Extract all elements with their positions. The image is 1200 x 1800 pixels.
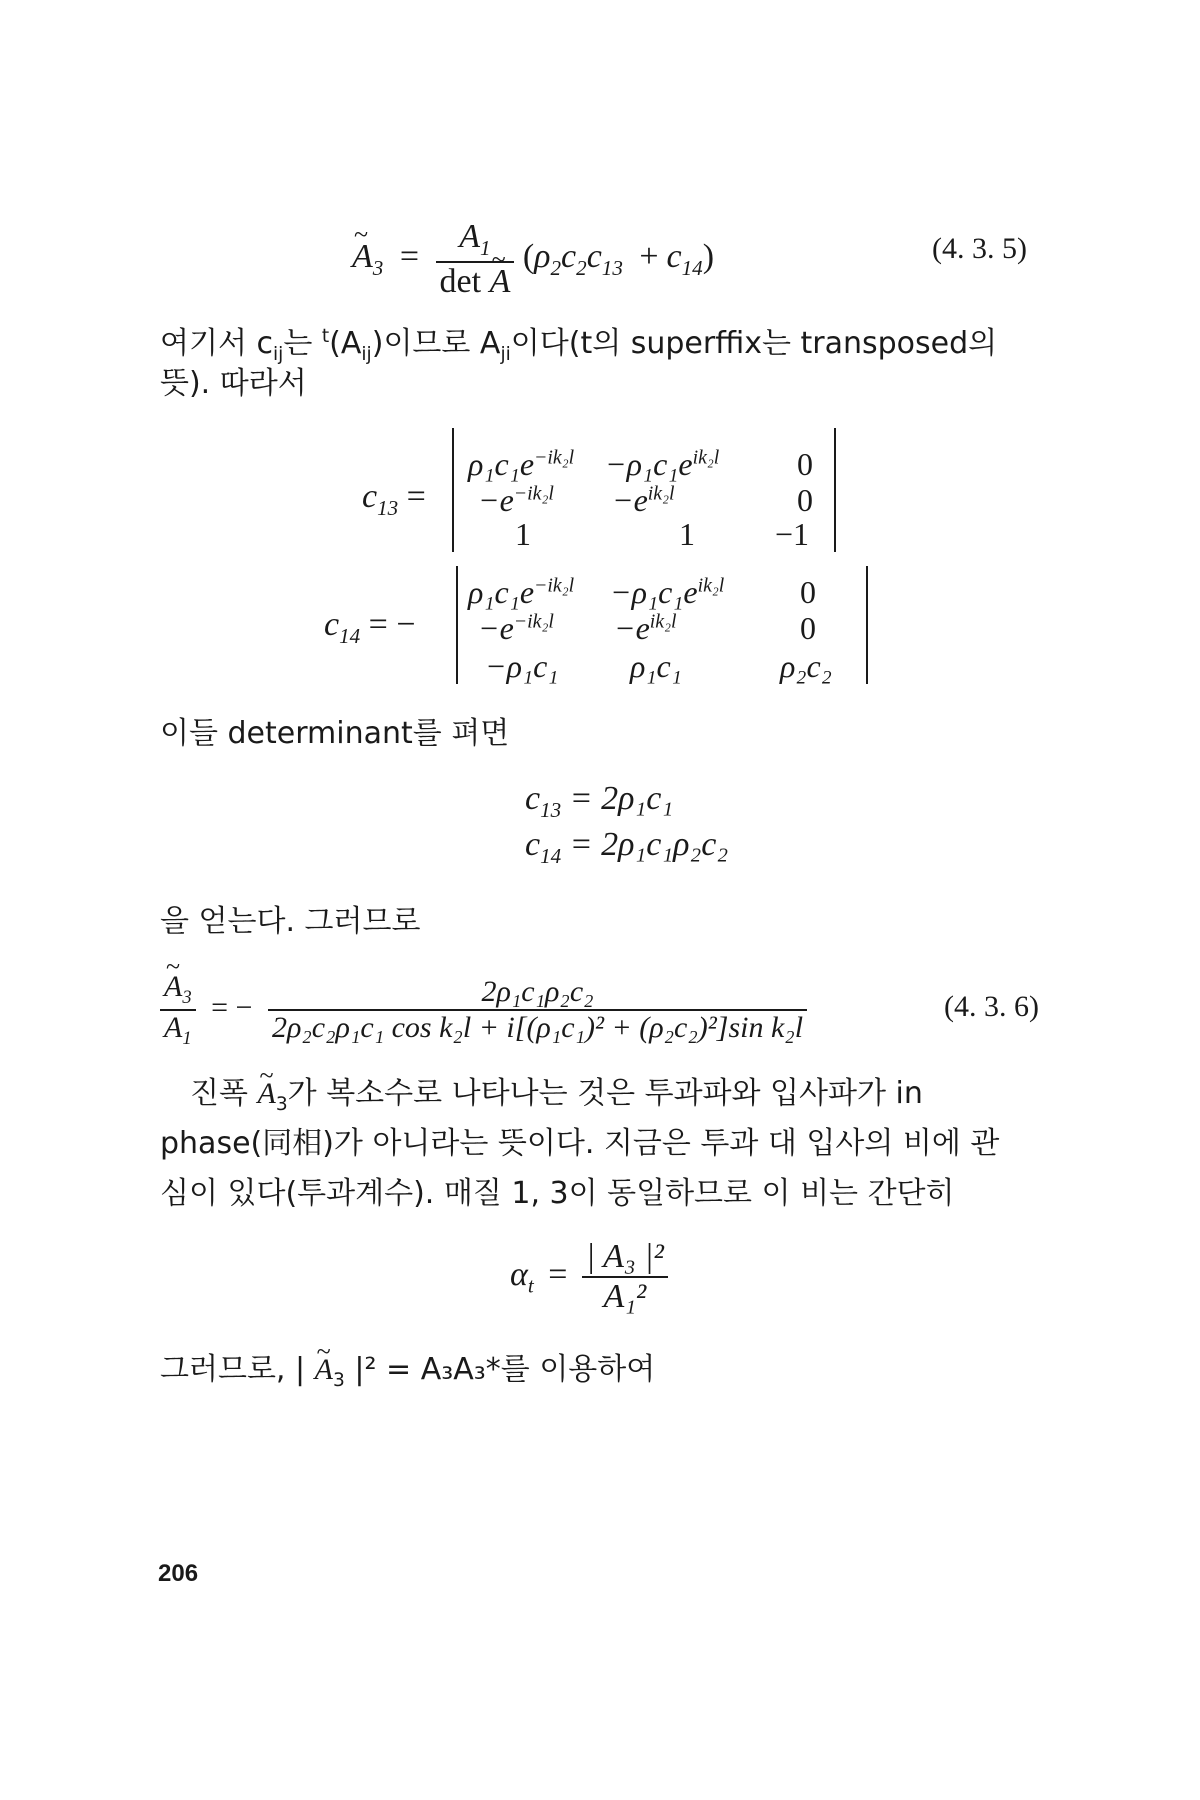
paragraph-4-line-2: phase(同相)가 아니라는 뜻이다. 지금은 투과 대 입사의 비에 관 <box>160 1126 1000 1161</box>
c14-cell-r1c3: 0 <box>800 574 816 610</box>
alpha-fraction: $\frac{\text{| A₃ |²}}{\text{A₁²}}$ <box>582 1238 668 1316</box>
c13-cell-r1c1: $\rho_1c_1e^{-ik_2l}$ <box>468 446 575 482</box>
c13-cell-r1c2: $-\rho_1c_1e^{ik_2l}$ <box>605 446 720 482</box>
c14-cell-r2c3: 0 <box>800 610 816 646</box>
c14-cell-r1c2: $-\rho_1c_1e^{ik_2l}$ <box>610 574 725 610</box>
c13-cell-r1c3: 0 <box>797 446 813 482</box>
c14-label: $c_{14}$ = − <box>324 606 416 648</box>
paragraph-3: 을 얻는다. 그러므로 <box>160 904 421 939</box>
c13-cell-r3c1: 1 <box>515 516 531 552</box>
equation-4-3-6: ~ $\frac{A_3}{A_1}$ = − $\frac{\text{2ρ₁c₁ρ₂c₂}}{\text{2ρ₂c₂ρ₁c₁ cos k₂l + i[(ρ₁c₁)² + (ρ₂c₂)²]sin k₂l}}$ <box>160 970 807 1050</box>
paragraph-4-line-3: 심이 있다(투과계수). 매질 1, 3이 동일하므로 이 비는 간단히 <box>160 1176 955 1211</box>
result-c13: $c_{13} = 2\rho_1c_1$ <box>525 780 674 822</box>
c14-cell-r1c1: $\rho_1c_1e^{-ik_2l}$ <box>468 574 575 610</box>
c13-cell-r2c2: $-e^{ik_2l}$ <box>612 482 675 518</box>
c13-cell-r3c2: 1 <box>679 516 695 552</box>
c13-label: $c_{13}$ = <box>362 478 426 520</box>
c14-cell-r3c2: ρ₁c₁ <box>630 648 682 684</box>
c14-cell-r2c1: $-e^{-ik_2l}$ <box>478 610 554 646</box>
equation-alpha-t: $\alpha_t$ = $\frac{\text{| A₃ |²}}{\text{A₁²}}$ <box>510 1238 668 1316</box>
paragraph-5: 그러므로, | ~ $A_3$ |² = A₃A₃*를 이용하여 <box>160 1348 655 1403</box>
eq-fraction: $\frac{A_1}{\det \sim A}$ <box>436 218 515 301</box>
c14-cell-r3c3: ρ₂c₂ <box>780 648 832 684</box>
paragraph-1-line-1: 여기서 $c_{ij}$는 $^t(A_{ij})$이므로 $A_{ji}$이다(t의 superffix는 transposed의 <box>160 326 998 365</box>
c14-cell-r2c2: $-e^{ik_2l}$ <box>614 610 677 646</box>
paragraph-2: 이들 determinant를 펴면 <box>160 716 510 751</box>
c13-cell-r2c1: $-e^{-ik_2l}$ <box>478 482 554 518</box>
c13-cell-r2c3: 0 <box>797 482 813 518</box>
page-number: 206 <box>158 1560 199 1587</box>
result-c14: $c_{14} = 2\rho_1c_1\rho_2c_2$ <box>525 826 729 868</box>
transmission-fraction: $\frac{\text{2ρ₁c₁ρ₂c₂}}{\text{2ρ₂c₂ρ₁c₁ cos k₂l + i[(ρ₁c₁)² + (ρ₂c₂)²]sin k₂l}}$ <box>268 975 807 1045</box>
c14-cell-r3c1: −ρ₁c₁ <box>485 648 559 684</box>
ratio-a3-a1: ~ $\frac{A_3}{A_1}$ <box>160 970 196 1050</box>
equation-number-4-3-6: (4. 3. 6) <box>944 990 1039 1023</box>
paragraph-1-line-2: 뜻). 따라서 <box>160 366 307 401</box>
equation-number-4-3-5: (4. 3. 5) <box>932 232 1027 265</box>
c13-cell-r3c3: −1 <box>775 516 810 552</box>
paragraph-4-line-1: 진폭 ~ $A_3$가 복소수로 나타나는 것은 투과파와 입사파가 in <box>190 1072 923 1127</box>
eq-a3-lhs: ~ A <box>352 238 373 276</box>
equation-4-3-5: ~ $A_3$ = $\frac{A_1}{\det \sim A}$ $(\rho_2c_2c_{13} + c_{14})$ <box>352 218 714 301</box>
